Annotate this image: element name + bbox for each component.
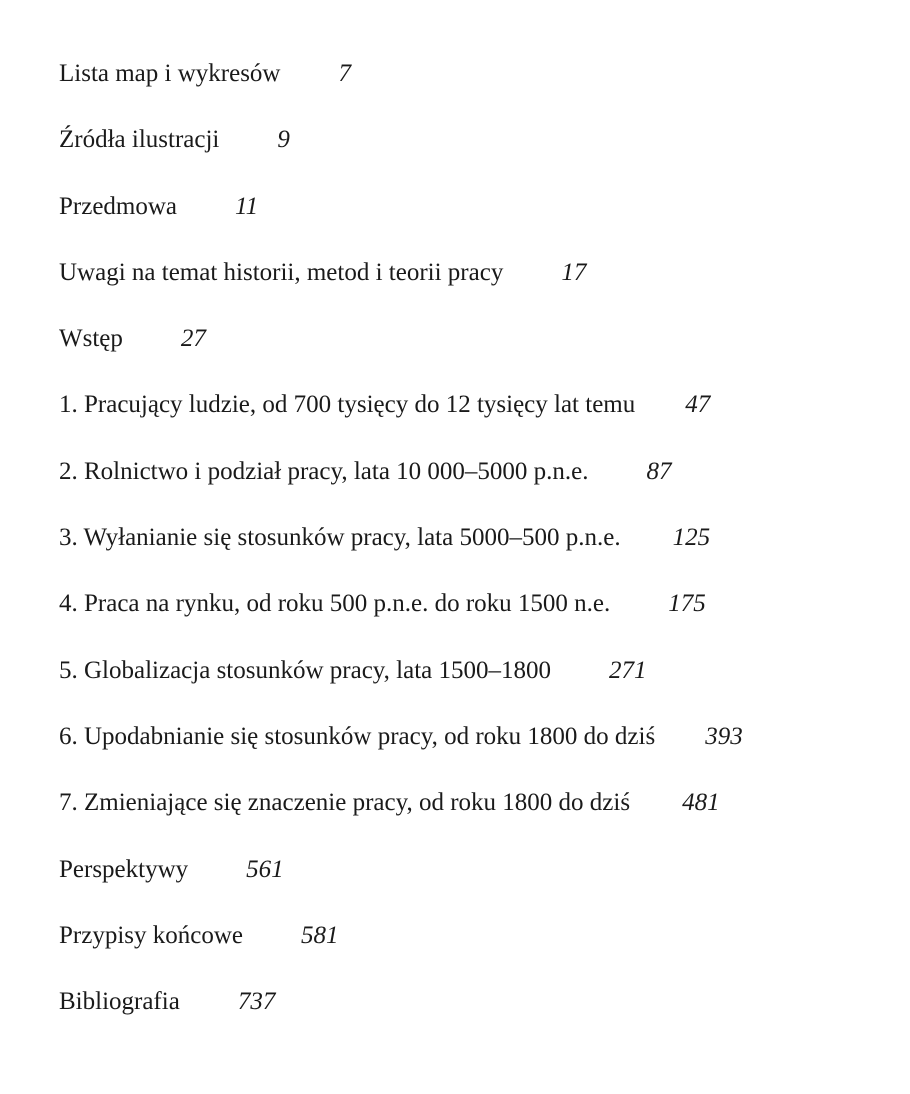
toc-entry-title: 1. Pracujący ludzie, od 700 tysięcy do 12 tysięcy lat temu (59, 391, 636, 419)
toc-entry[interactable] (59, 715, 743, 781)
toc-entry[interactable] (59, 649, 743, 715)
toc-entry-title: 2. Rolnictwo i podział pracy, lata 10 000–5000 p.n.e. (59, 457, 589, 485)
toc-entry-title: Przedmowa (59, 192, 178, 220)
toc-entry-title: Źródła ilustracji (59, 126, 220, 154)
toc-entry-page: 175 (668, 590, 706, 618)
toc-entry-title: 6. Upodabnianie się stosunków pracy, od roku 1800 do dziś (59, 722, 656, 750)
toc-entry-page: 7 (338, 60, 351, 87)
table-of-contents (59, 52, 743, 1046)
toc-entry-page: 737 (237, 988, 276, 1016)
toc-entry-page: 481 (682, 789, 720, 817)
toc-entry-page: 47 (685, 391, 711, 419)
toc-entry-page: 393 (705, 722, 743, 750)
toc-entry-title: Perspektywy (59, 855, 189, 883)
toc-entry-page: 561 (246, 855, 284, 883)
toc-entry-page: 9 (277, 126, 290, 154)
toc-entry-page: 17 (561, 258, 587, 286)
toc-entry-title: 7. Zmieniające się znaczenie pracy, od roku 1800 do dziś (59, 789, 631, 817)
toc-entry-title: Przypisy końcowe (59, 921, 243, 949)
toc-entry[interactable] (59, 317, 743, 383)
toc-entry-title: Uwagi na temat historii, metod i teorii pracy (59, 258, 504, 286)
toc-entry[interactable] (59, 516, 743, 582)
toc-entry-page: 125 (672, 524, 711, 552)
toc-entry-page: 27 (180, 325, 206, 353)
toc-entry-title: Lista map i wykresów (59, 60, 281, 87)
toc-entry[interactable] (59, 582, 743, 648)
toc-entry-page: 11 (235, 192, 259, 220)
toc-entry[interactable] (59, 914, 743, 980)
toc-entry-title: Wstęp (59, 325, 123, 353)
toc-entry[interactable] (59, 383, 743, 449)
toc-entry[interactable] (59, 118, 743, 184)
toc-entry[interactable] (59, 450, 743, 516)
toc-entry[interactable] (59, 781, 743, 847)
toc-entry-title: 4. Praca na rynku, od roku 500 p.n.e. do roku 1500 n.e. (59, 590, 611, 618)
toc-entry-title: 3. Wyłanianie się stosunków pracy, lata 5000–500 p.n.e. (59, 524, 621, 552)
toc-entry-page: 581 (301, 921, 339, 949)
toc-entry-page: 271 (609, 656, 647, 684)
toc-entry[interactable] (59, 52, 743, 118)
toc-entry-title: 5. Globalizacja stosunków pracy, lata 1500–1800 (59, 656, 552, 684)
toc-entry-page: 87 (646, 457, 672, 485)
toc-entry[interactable] (59, 185, 743, 251)
toc-entry-title: Bibliografia (59, 988, 180, 1016)
toc-entry[interactable] (59, 251, 743, 317)
toc-entry[interactable] (59, 980, 743, 1046)
toc-entry[interactable] (59, 848, 743, 914)
